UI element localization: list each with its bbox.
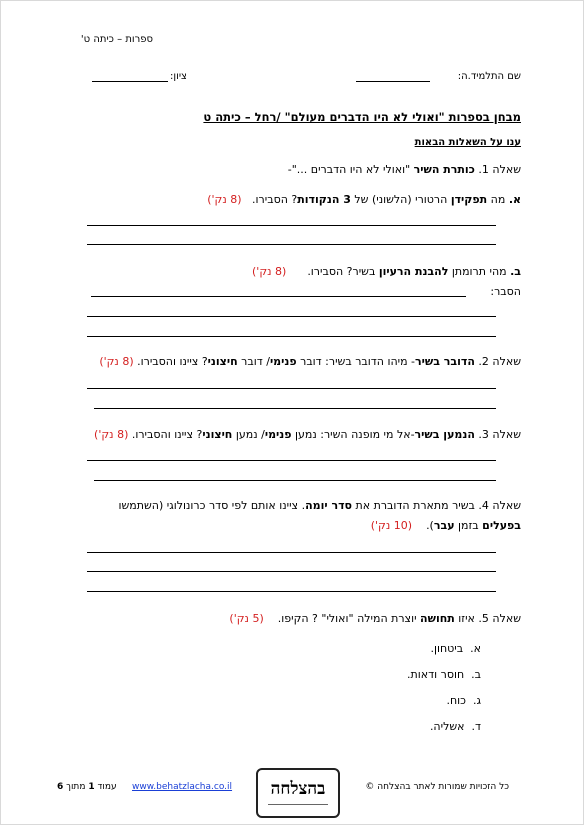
answer-line[interactable]	[94, 480, 496, 481]
option-text: כוח.	[446, 694, 466, 707]
q3-bold2: פנימי	[264, 428, 292, 441]
q5-t1: יוצרת המילה "ואולי" ? הקיפו.	[277, 612, 421, 625]
q4-points: (10 נק')	[370, 519, 413, 532]
exam-title: מבחן בספרות "ואולי לא היו הדברים מעולם" /רחל – כיתה ט	[203, 110, 521, 124]
option-text: ביטחון.	[430, 642, 464, 655]
q1b-points: (8 נק')	[252, 265, 287, 278]
answer-line[interactable]	[87, 388, 496, 389]
q1b-text2: בשיר? הסבירו.	[307, 265, 379, 278]
q3-t2: / נמען	[232, 428, 265, 441]
q1b-bold: להבנת הרעיון	[378, 265, 449, 278]
q1a-question	[207, 193, 521, 206]
instructions: ענו על השאלות הבאות	[414, 137, 521, 148]
q4-bold1: סדר יומה	[305, 499, 353, 512]
grade-field[interactable]	[92, 81, 168, 82]
option-text: חוסר ודאות.	[407, 668, 465, 681]
q1a-text2: הרטורי (הלשוני) של	[350, 193, 451, 206]
explain-line[interactable]	[91, 296, 466, 297]
q4-t3: ).	[426, 519, 434, 532]
q5-option[interactable]	[431, 642, 482, 655]
option-letter: ב.	[471, 668, 481, 681]
q3-bold3: חיצוני	[202, 428, 233, 441]
q1-intro-post: "ואולי לא היו הדברים ..."-	[287, 163, 414, 176]
q2-points: (8 נק')	[99, 355, 134, 368]
q5-bold1: תחושה	[420, 612, 455, 625]
option-letter: ג.	[472, 694, 481, 707]
q4-t2: בזמן	[454, 519, 483, 532]
q3-t1: -אל מי מופנה השיר: נמען	[291, 428, 415, 441]
option-letter: ד.	[471, 720, 481, 733]
q1b-letter: ב.	[510, 265, 521, 278]
page-total: 6	[57, 782, 64, 792]
q1-intro-bold: כותרת השיר	[413, 163, 475, 176]
q3-t3: ? ציינו והסבירו.	[131, 428, 203, 441]
q4-question-line2	[371, 519, 521, 532]
q1a-text1: מה	[487, 193, 509, 206]
q3-points: (8 נק')	[94, 428, 129, 441]
website-link[interactable]: www.behatzlacha.co.il	[132, 782, 233, 792]
q2-bold3: חיצוני	[207, 355, 238, 368]
answer-line[interactable]	[87, 552, 496, 553]
q4-pre: שאלה 4. בשיר מתארת הדוברת את	[352, 499, 521, 512]
q4-t1: . ציינו אותם לפי סדר כרונולוגי (השתמשו	[118, 499, 306, 512]
option-letter: א.	[470, 642, 481, 655]
logo-tagline-mark	[268, 804, 328, 811]
q2-question	[99, 355, 521, 368]
explain-label: הסבר:	[490, 285, 521, 298]
answer-line[interactable]	[87, 336, 496, 337]
answer-line[interactable]	[87, 460, 496, 461]
q5-points: (5 נק')	[229, 612, 264, 625]
student-name-label: שם התלמיד.ה:	[457, 71, 521, 82]
q5-option[interactable]	[430, 720, 481, 733]
logo-text: בהצלחה	[270, 779, 326, 799]
q1-intro-pre: שאלה 1.	[474, 163, 521, 176]
copyright: כל הזכויות שמורות לאתר בהצלחה ©	[365, 782, 509, 792]
q5-option[interactable]	[407, 668, 481, 681]
q3-question	[94, 428, 521, 441]
q1a-bold2: 3 הנקודות	[297, 193, 351, 206]
q1a-letter: א.	[508, 193, 521, 206]
q1a-points: (8 נק')	[207, 193, 242, 206]
q1a-text3: ? הסבירו.	[252, 193, 298, 206]
answer-line[interactable]	[94, 408, 496, 409]
behatzlacha-logo	[256, 768, 340, 818]
answer-line[interactable]	[87, 316, 496, 317]
q2-pre: שאלה 2.	[474, 355, 521, 368]
q5-pre: שאלה 5. איזו	[454, 612, 521, 625]
q4-bold2: בפעלים	[482, 519, 521, 532]
q2-bold2: פנימי	[269, 355, 297, 368]
subject-header: ספרות – כיתה ט'	[80, 34, 153, 45]
q3-pre: שאלה 3.	[474, 428, 521, 441]
answer-line[interactable]	[87, 571, 496, 572]
grade-label: ציון:	[170, 71, 187, 82]
page-indicator	[57, 782, 117, 792]
of-word: מתוך	[66, 782, 86, 792]
q3-bold1: הנמען בשיר	[414, 428, 475, 441]
q4-question-line1	[119, 499, 521, 512]
q2-bold1: הדובר בשיר	[415, 355, 475, 368]
option-text: אשליה.	[429, 720, 465, 733]
page-word: עמוד	[97, 782, 117, 792]
q5-question	[229, 612, 521, 625]
q1a-bold1: תפקידן	[450, 193, 488, 206]
answer-line[interactable]	[87, 591, 496, 592]
answer-line[interactable]	[87, 244, 496, 245]
q1-intro	[288, 163, 521, 176]
q2-t3: ? ציינו והסבירו.	[137, 355, 208, 368]
answer-line[interactable]	[87, 225, 496, 226]
q2-t1: - מיהו הדובר בשיר: דובר	[296, 355, 416, 368]
student-name-field[interactable]	[356, 81, 430, 82]
q5-option[interactable]	[446, 694, 481, 707]
q1b-question	[252, 265, 521, 278]
q2-t2: / דובר	[237, 355, 270, 368]
q1b-text1: מהי תרומתן	[448, 265, 511, 278]
page-number: 1	[88, 782, 95, 792]
q4-bold3: עבר	[433, 519, 455, 532]
